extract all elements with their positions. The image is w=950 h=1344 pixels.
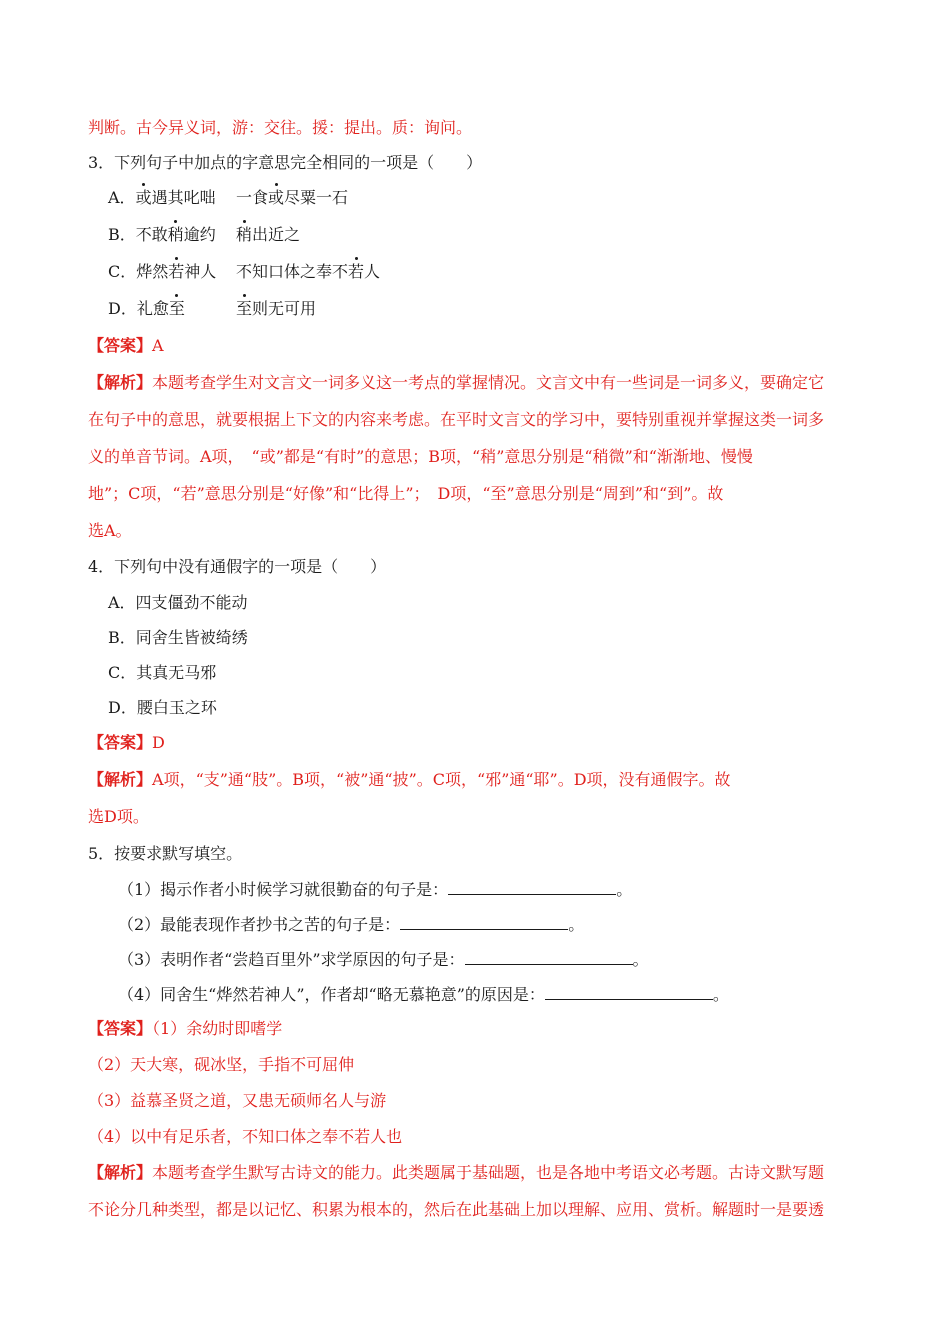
dotted-char: 稍 <box>236 225 253 244</box>
option-label: C． <box>108 262 137 281</box>
q5-item-4: （4）同舍生“烨然若神人”，作者却“略无慕艳意”的原因是： 。 <box>118 985 729 1004</box>
dotted-char: 稍 <box>167 225 184 244</box>
q5-answer-line-3: （3）益慕圣贤之道，又患无硕师名人与游 <box>88 1091 387 1110</box>
q5-answer-line-1: 【答案】（1）余幼时即嗜学 <box>88 1019 283 1038</box>
option-label: B． <box>108 225 136 244</box>
q3-option-d: D．礼愈至 至则无可用 <box>108 299 317 318</box>
q5-item-3: （3）表明作者“尝趋百里外”求学原因的句子是： 。 <box>118 950 649 969</box>
answer-tag: 【答案】 <box>88 733 153 752</box>
dotted-char: 若 <box>348 262 365 281</box>
q3-option-c: C．烨然若神人 不知口体之奉不若人 <box>108 262 381 281</box>
q5-item-1: （1）揭示作者小时候学习就很勤奋的句子是： 。 <box>118 880 633 899</box>
q3-answer: 【答案】A <box>88 336 164 355</box>
q4-option-c: C．其真无马邪 <box>108 663 217 682</box>
q5-analysis-line-1: 【解析】本题考查学生默写古诗文的能力。此类题属于基础题，也是各地中考语文必考题。古诗文默写题 <box>88 1163 825 1182</box>
q5-item-2: （2）最能表现作者抄书之苦的句子是： 。 <box>118 915 585 934</box>
q4-stem: 4．下列句中没有通假字的一项是（ ） <box>88 557 387 576</box>
q5-analysis-line-2: 不论分几种类型，都是以记忆、积累为根本的，然后在此基础上加以理解、应用、赏析。解题时一是要透 <box>88 1200 825 1219</box>
analysis-tag: 【解析】 <box>88 1163 153 1182</box>
q3-analysis-line-2: 在句子中的意思，就要根据上下文的内容来考虑。在平时文言文的学习中，要特别重视并掌握这类一词多 <box>88 410 825 429</box>
q3-option-d-second: 至则无可用 <box>236 299 317 318</box>
q4-option-a: A．四支僵劲不能动 <box>108 593 248 612</box>
q4-option-b: B．同舍生皆被绮绣 <box>108 628 248 647</box>
dotted-char: 或 <box>268 188 285 207</box>
dotted-char: 至 <box>236 299 253 318</box>
fill-blank[interactable] <box>448 878 616 895</box>
q3-option-a-second: 一食或尽粟一石 <box>236 188 349 207</box>
dotted-char: 或 <box>135 188 152 207</box>
fill-blank[interactable] <box>400 913 568 930</box>
q3-option-b-second: 稍出近之 <box>236 225 301 244</box>
q3-option-a: A．或遇其叱咄 一食或尽粟一石 <box>108 188 349 207</box>
q4-analysis-line-2: 选D项。 <box>88 807 149 826</box>
q3-option-c-second: 不知口体之奉不若人 <box>236 262 381 281</box>
q5-answer-line-2: （2）天大寒，砚冰坚，手指不可屈伸 <box>88 1055 355 1074</box>
dotted-char: 若 <box>168 262 185 281</box>
analysis-tag: 【解析】 <box>88 373 153 392</box>
fill-blank[interactable] <box>465 948 633 965</box>
option-label: A． <box>108 188 136 207</box>
option-label: D． <box>108 299 137 318</box>
dotted-char: 至 <box>168 299 185 318</box>
q3-stem: 3．下列句子中加点的字意思完全相同的一项是（ ） <box>88 153 483 172</box>
q4-analysis-line-1: 【解析】A项，“支”通“肢”。B项，“被”通“披”。C项，“邪”通“耶”。D项，没有通假字。故 <box>88 770 731 789</box>
q5-answer-line-4: （4）以中有足乐者，不知口体之奉不若人也 <box>88 1127 403 1146</box>
q4-answer: 【答案】D <box>88 733 165 752</box>
fill-blank[interactable] <box>545 983 713 1000</box>
q3-analysis-line-4: 地”；C项，“若”意思分别是“好像”和“比得上”； D项，“至”意思分别是“周到”和“到”。故 <box>88 484 724 503</box>
q4-option-d: D．腰白玉之环 <box>108 698 217 717</box>
q5-stem: 5．按要求默写填空。 <box>88 844 243 863</box>
q3-analysis-line-5: 选A。 <box>88 521 132 540</box>
answer-tag: 【答案】 <box>88 336 153 355</box>
q3-analysis-line-1: 【解析】本题考查学生对文言文一词多义这一考点的掌握情况。文言文中有一些词是一词多义，要确定它 <box>88 373 825 392</box>
prev-analysis-tail: 判断。古今异义词，游：交往。援：提出。质：询问。 <box>88 118 473 137</box>
answer-tag: 【答案】 <box>88 1019 153 1038</box>
q3-analysis-line-3: 义的单音节词。A项， “或”都是“有时”的意思；B项，“稍”意思分别是“稍微”和“渐渐地、慢慢 <box>88 447 753 466</box>
analysis-tag: 【解析】 <box>88 770 153 789</box>
q3-option-b: B．不敢稍逾约 稍出近之 <box>108 225 301 244</box>
